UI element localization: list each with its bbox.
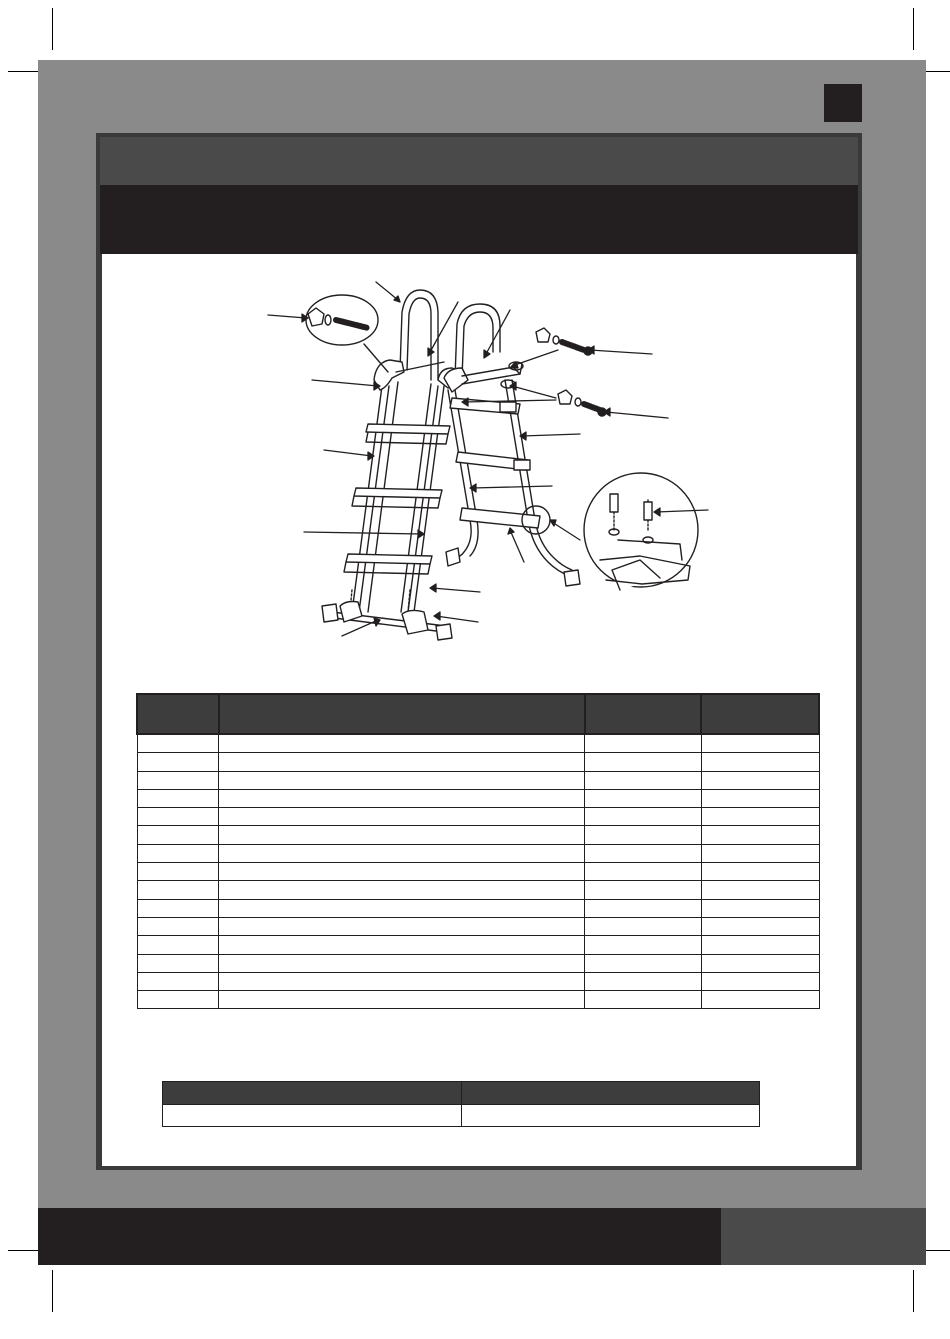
crop-mark — [913, 1270, 914, 1312]
table-cell — [137, 734, 219, 753]
column-header — [163, 1082, 462, 1105]
hardware-callout-oval — [306, 295, 388, 372]
table-cell — [585, 881, 702, 899]
table-row — [137, 789, 819, 807]
table-header-row — [163, 1082, 760, 1105]
table-row — [137, 771, 819, 789]
footer-bar — [38, 1208, 721, 1265]
column-header — [462, 1082, 760, 1105]
table-cell — [137, 917, 219, 935]
table-cell — [219, 844, 585, 862]
table-cell — [137, 954, 219, 972]
table-cell — [219, 753, 585, 771]
table-cell — [585, 863, 702, 881]
table-cell — [585, 917, 702, 935]
table-cell — [137, 808, 219, 826]
column-header — [701, 694, 819, 734]
table-cell — [137, 991, 219, 1009]
column-header — [219, 694, 585, 734]
table-cell — [163, 1105, 462, 1127]
table-cell — [219, 936, 585, 954]
table-cell — [219, 734, 585, 753]
table-row — [137, 844, 819, 862]
section-subtitle-band — [100, 185, 858, 254]
table-cell — [219, 826, 585, 844]
table-cell — [219, 863, 585, 881]
table-row — [137, 753, 819, 771]
table-cell — [137, 972, 219, 990]
table-cell — [137, 789, 219, 807]
right-ladder — [444, 304, 580, 586]
table-row — [137, 863, 819, 881]
table-cell — [585, 972, 702, 990]
table-cell — [701, 734, 819, 753]
table-cell — [219, 899, 585, 917]
parts-list-table — [136, 693, 820, 1009]
table-cell — [137, 881, 219, 899]
crop-mark — [52, 1270, 53, 1312]
table-cell — [137, 844, 219, 862]
table-cell — [701, 753, 819, 771]
table-cell — [219, 991, 585, 1009]
detail-callout-circle — [584, 473, 698, 590]
left-ladder — [102, 254, 462, 640]
table-cell — [137, 863, 219, 881]
ladder-assembly-diagram — [102, 254, 856, 674]
table-row — [137, 734, 819, 753]
table-cell — [137, 753, 219, 771]
table-cell — [137, 771, 219, 789]
table-row — [137, 972, 819, 990]
table-cell — [219, 808, 585, 826]
table-row — [137, 917, 819, 935]
table-cell — [585, 734, 702, 753]
table-cell — [701, 771, 819, 789]
column-header — [585, 694, 702, 734]
table-cell — [701, 844, 819, 862]
table-cell — [585, 771, 702, 789]
table-row — [137, 899, 819, 917]
column-header — [137, 694, 219, 734]
table-cell — [137, 936, 219, 954]
table-cell — [585, 808, 702, 826]
table-cell — [701, 789, 819, 807]
table-row — [163, 1105, 760, 1127]
table-row — [137, 826, 819, 844]
table-cell — [585, 899, 702, 917]
table-header-row — [137, 694, 819, 734]
table-cell — [585, 844, 702, 862]
footer-page-tab — [721, 1208, 926, 1265]
table-cell — [701, 917, 819, 935]
table-cell — [701, 972, 819, 990]
table-cell — [701, 936, 819, 954]
table-cell — [701, 808, 819, 826]
table-cell — [137, 826, 219, 844]
hardware-bolts — [501, 328, 606, 416]
crop-mark — [52, 8, 53, 50]
table-cell — [219, 972, 585, 990]
table-cell — [219, 917, 585, 935]
crop-mark — [913, 8, 914, 50]
table-cell — [585, 753, 702, 771]
page-corner-marker — [824, 84, 862, 122]
table-cell — [585, 936, 702, 954]
table-cell — [585, 826, 702, 844]
table-row — [137, 881, 819, 899]
table-cell — [585, 789, 702, 807]
spec-table — [162, 1081, 760, 1127]
table-cell — [701, 899, 819, 917]
table-row — [137, 954, 819, 972]
table-cell — [219, 954, 585, 972]
table-cell — [219, 789, 585, 807]
table-cell — [219, 881, 585, 899]
table-row — [137, 991, 819, 1009]
table-row — [137, 808, 819, 826]
table-cell — [219, 771, 585, 789]
table-row — [137, 936, 819, 954]
table-cell — [137, 899, 219, 917]
table-cell — [701, 863, 819, 881]
table-cell — [701, 954, 819, 972]
section-title-band — [100, 137, 858, 185]
table-cell — [462, 1105, 760, 1127]
table-cell — [701, 991, 819, 1009]
table-cell — [701, 826, 819, 844]
table-cell — [585, 991, 702, 1009]
table-cell — [701, 881, 819, 899]
table-cell — [585, 954, 702, 972]
